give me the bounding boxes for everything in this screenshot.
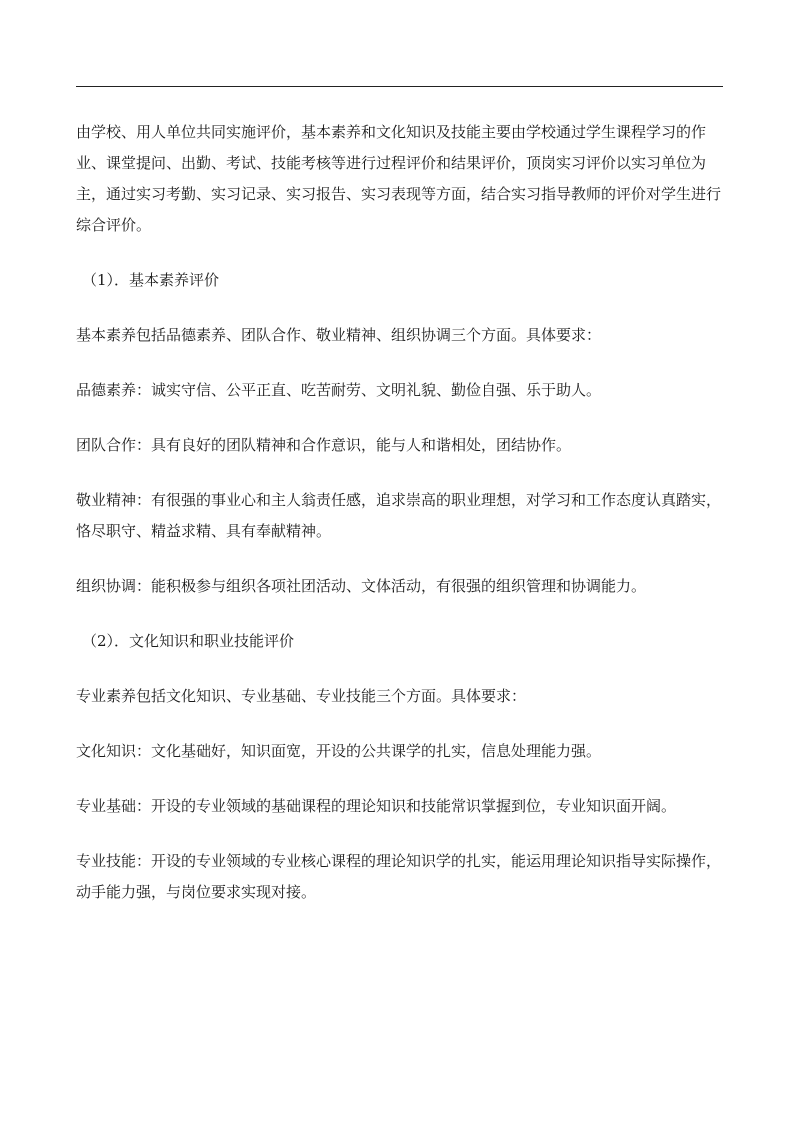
professional-foundation-paragraph: 专业基础：开设的专业领域的基础课程的理论知识和技能常识掌握到位，专业知识面开阔。 (76, 797, 677, 815)
basic-quality-summary: 基本素养包括品德素养、团队合作、敬业精神、组织协调三个方面。具体要求： (76, 326, 602, 344)
section-heading-knowledge-skills: （2）．文化知识和职业技能评价 (82, 632, 295, 650)
teamwork-paragraph: 团队合作：具有良好的团队精神和合作意识，能与人和谐相处，团结协作。 (76, 436, 572, 454)
cultural-knowledge-paragraph: 文化知识：文化基础好，知识面宽，开设的公共课学的扎实，信息处理能力强。 (76, 742, 602, 760)
document-body (76, 117, 726, 908)
professional-quality-summary: 专业素养包括文化知识、专业基础、专业技能三个方面。具体要求： (76, 687, 527, 705)
header-rule (76, 86, 723, 87)
moral-quality-paragraph: 品德素养：诚实守信、公平正直、吃苦耐劳、文明礼貌、勤俭自强、乐于助人。 (76, 381, 602, 399)
dedication-paragraph: 敬业精神：有很强的事业心和主人翁责任感，追求崇高的职业理想，对学习和工作态度认真踏实，恪尽职守、精益求精、具有奉献精神。 (76, 491, 722, 540)
section-heading-basic-quality: （1）．基本素养评价 (82, 271, 220, 289)
coordination-paragraph: 组织协调：能积极参与组织各项社团活动、文体活动，有很强的组织管理和协调能力。 (76, 577, 647, 595)
intro-paragraph: 由学校、用人单位共同实施评价，基本素养和文化知识及技能主要由学校通过学生课程学习的作业、课堂提问、出勤、考试、技能考核等进行过程评价和结果评价，顶岗实习评价以实习单位为主，通过实习考勤、实习记录、实习报告、实习表现等方面，结合实习指导教师的评价对学生进行综合评价。 (76, 123, 722, 234)
professional-skills-paragraph: 专业技能：开设的专业领域的专业核心课程的理论知识学的扎实，能运用理论知识指导实际操作，动手能力强，与岗位要求实现对接。 (76, 852, 722, 901)
